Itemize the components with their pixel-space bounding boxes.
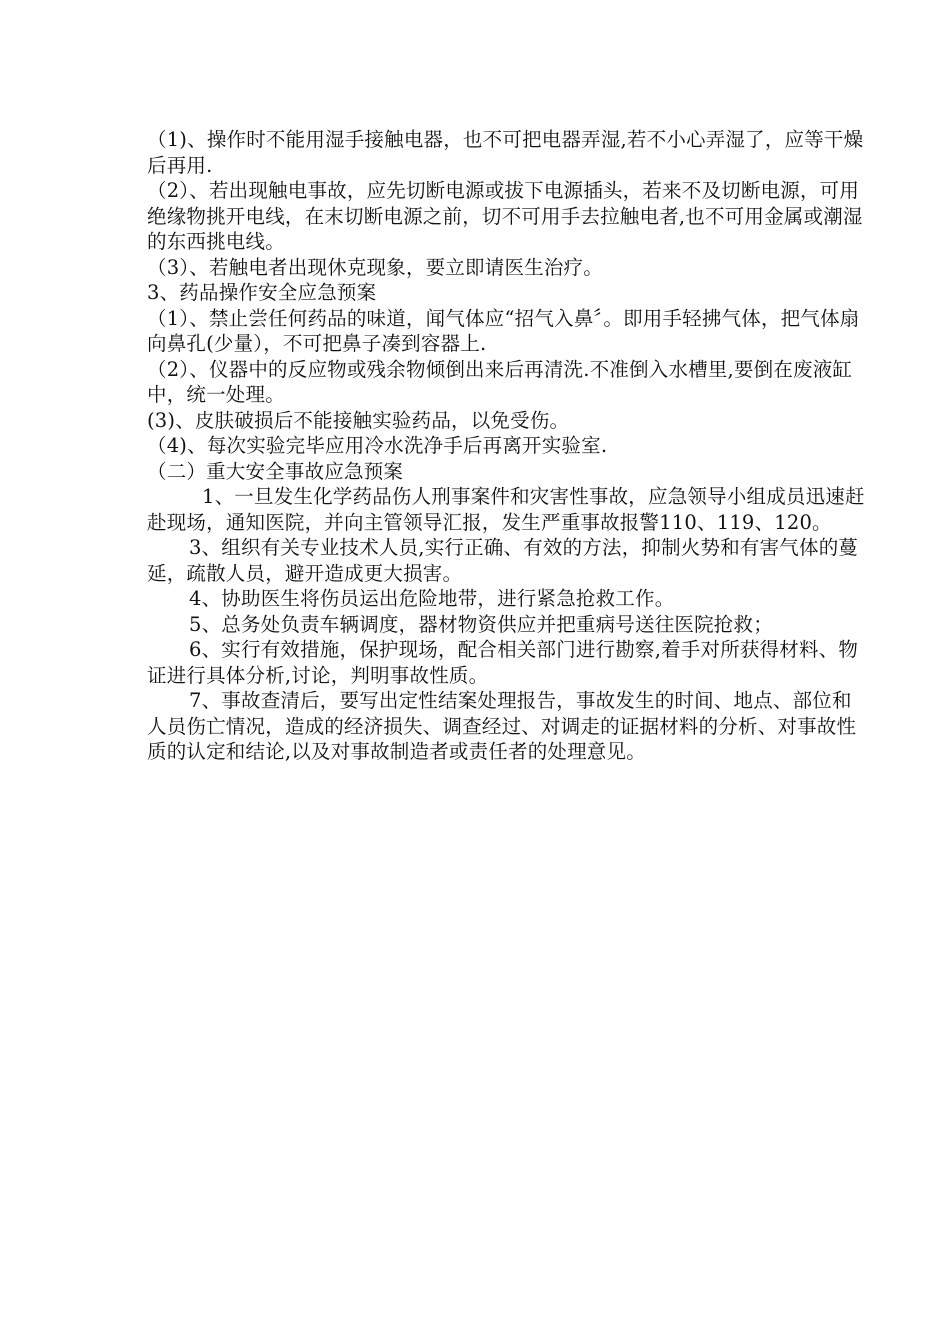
paragraph-drug-2: （2）、仪器中的反应物或残余物倾倒出来后再清洗.不准倒入水槽里,要倒在废液缸中，统一处理。 (147, 357, 853, 406)
paragraph-accident-7: 7、事故查清后，要写出定性结案处理报告，事故发生的时间、地点、部位和人员伤亡情况，造成的经济损失、调查经过、对调走的证据材料的分析、对事故性质的认定和结论,以及对事故制造者或责任者的处理意见。 (147, 689, 857, 763)
section-heading-major-accident: （二）重大安全事故应急预案 (147, 459, 404, 483)
paragraph-electric-1: （1)、操作时不能用湿手接触电器，也不可把电器弄湿,若不小心弄湿了，应等干燥后再用. (147, 128, 864, 177)
document-body (147, 127, 867, 765)
paragraph-drug-1: （1）、禁止尝任何药品的味道，闻气体应“招气入鼻〞。即用手轻拂气体，把气体扇向鼻孔(少量），不可把鼻子凑到容器上. (147, 306, 860, 355)
paragraph-accident-6: 6、实行有效措施，保护现场，配合相关部门进行勘察,着手对所获得材料、物证进行具体分析,讨论，判明事故性质。 (147, 638, 859, 687)
paragraph-accident-4: 4、协助医生将伤员运出危险地带，进行紧急抢救工作。 (189, 587, 675, 610)
paragraph-electric-2: （2）、若出现触电事故，应先切断电源或拔下电源插头，若来不及切断电源，可用绝缘物挑开电线，在末切断电源之前，切不可用手去拉触电者,也不可用金属或潮湿的东西挑电线。 (147, 179, 863, 253)
section-heading-drug-safety: 3、药品操作安全应急预案 (147, 281, 377, 304)
paragraph-accident-1: 1、一旦发生化学药品伤人刑事案件和灾害性事故，应急领导小组成员迅速赶赴现场，通知医院，并向主管领导汇报，发生严重事故报警110、119、120。 (147, 485, 865, 534)
paragraph-drug-3: (3)、皮肤破损后不能接触实验药品，以免受伤。 (147, 408, 570, 432)
paragraph-accident-5: 5、总务处负责车辆调度，器材物资供应并把重病号送往医院抢救； (189, 612, 773, 636)
paragraph-drug-4: （4)、每次实验完毕应用冷水洗净手后再离开实验室. (147, 434, 608, 457)
paragraph-accident-3: 3、组织有关专业技术人员,实行正确、有效的方法，抑制火势和有害气体的蔓延，疏散人员，避开造成更大损害。 (147, 536, 859, 585)
paragraph-electric-3: （3）、若触电者出现休克现象，要立即请医生治疗。 (147, 255, 603, 279)
